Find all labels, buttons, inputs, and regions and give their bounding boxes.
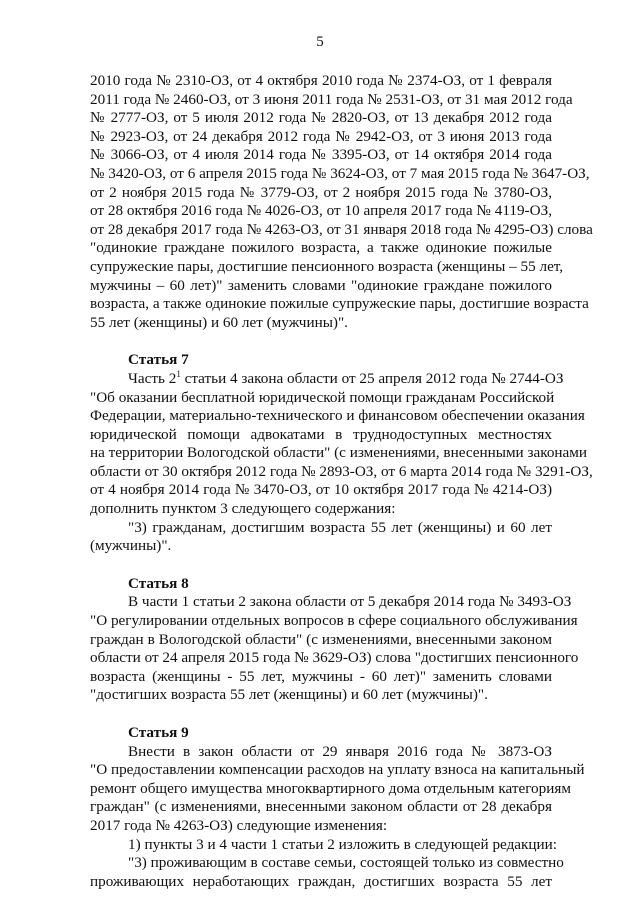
- paragraph-line: "О регулировании отдельных вопросов в сфере социального обслуживания: [90, 612, 578, 630]
- paragraph-line: Внести в закон области от 29 января 2016 года № 3873-ОЗ: [128, 742, 552, 760]
- paragraph-line: ремонт общего имущества многоквартирного дома отдельным категориям: [90, 779, 571, 797]
- paragraph-line: № 2923-ОЗ, от 24 декабря 2012 года № 2942-ОЗ, от 3 июня 2013 года: [90, 127, 552, 145]
- spacer: [90, 705, 552, 724]
- paragraph-line: от 28 октября 2016 года № 4026-ОЗ, от 10 апреля 2017 года № 4119-ОЗ,: [90, 202, 552, 220]
- document-body: [90, 72, 593, 891]
- paragraph-line: Федерации, материально-технического и финансовом обеспечении оказания: [90, 407, 585, 425]
- paragraph-line: области от 24 апреля 2015 года № 3629-ОЗ) слова "достигших пенсионного: [90, 649, 579, 667]
- paragraph-line: возраста (женщины - 55 лет, мужчины - 60 лет)" заменить словами: [90, 667, 552, 685]
- paragraph-line: от 2 ноября 2015 года № 3779-ОЗ, от 2 ноября 2015 года № 3780-ОЗ,: [90, 183, 552, 201]
- paragraph-line: дополнить пунктом 3 следующего содержания:: [90, 500, 396, 518]
- quote-line: проживающих неработающих граждан, достигших возраста 55 лет: [90, 872, 552, 890]
- superscript: 1: [176, 368, 181, 379]
- paragraph-line: № 3066-ОЗ, от 4 июля 2014 года № 3395-ОЗ, от 14 октября 2014 года: [90, 146, 552, 164]
- paragraph-line: В части 1 статьи 2 закона области от 5 декабря 2014 года № 3493-ОЗ: [128, 593, 572, 611]
- text-fragment: Часть 2: [128, 369, 177, 387]
- paragraph-line: возраста, а также одинокие пожилые супружеские пары, достигшие возраста: [90, 295, 589, 313]
- paragraph-line: от 4 ноября 2014 года № 3470-ОЗ, от 10 октября 2017 года № 4214-ОЗ): [90, 481, 552, 499]
- paragraph-line: "достигших возраста 55 лет (женщины) и 60 лет (мужчины)".: [90, 686, 488, 704]
- quote-line: "3) проживающим в составе семьи, состоящей только из совместно: [128, 854, 564, 872]
- paragraph-line: "О предоставлении компенсации расходов на уплату взноса на капитальный: [90, 761, 585, 779]
- quote-line: "3) гражданам, достигшим возраста 55 лет (женщины) и 60 лет: [128, 518, 552, 536]
- article-heading: Статья 7: [128, 351, 189, 369]
- article-8: [90, 574, 579, 705]
- text-fragment: статьи 4 закона области от 25 апреля 2012 года № 2744-ОЗ: [180, 369, 564, 387]
- article-heading: Статья 9: [128, 724, 189, 741]
- list-item: 1) пункты 3 и 4 части 1 статьи 2 изложить в следующей редакции:: [128, 835, 558, 853]
- paragraph-line: области от 30 октября 2012 года № 2893-ОЗ, от 6 марта 2014 года № 3291-ОЗ,: [90, 462, 593, 480]
- paragraph-line: от 28 декабря 2017 года № 4263-ОЗ, от 31 января 2018 года № 4295-ОЗ) слова: [90, 220, 593, 238]
- paragraph-line: супружеские пары, достигшие пенсионного возраста (женщины – 55 лет,: [90, 257, 564, 275]
- quote-line: (мужчины)".: [90, 537, 172, 555]
- paragraph-line: юридической помощи адвокатами в труднодоступных местностях: [90, 425, 552, 443]
- paragraph-line: 2017 года № 4263-ОЗ) следующие изменения:: [90, 816, 388, 834]
- paragraph-line: граждан" (с изменениями, внесенными законом области от 28 декабря: [90, 798, 552, 816]
- spacer: [90, 332, 552, 351]
- paragraph-line: "Об оказании бесплатной юридической помощи гражданам Российской: [90, 388, 555, 406]
- article-9: [90, 724, 585, 891]
- paragraph-line: "одинокие граждане пожилого возраста, а также одинокие пожилые: [90, 239, 552, 257]
- paragraph-line: 2010 года № 2310-ОЗ, от 4 октября 2010 года № 2374-ОЗ, от 1 февраля: [90, 72, 552, 89]
- paragraph-line: на территории Вологодской области" (с изменениями, внесенными законами: [90, 444, 588, 462]
- paragraph-line: [90, 368, 564, 389]
- article-heading: Статья 8: [128, 574, 189, 592]
- paragraph-line: 55 лет (женщины) и 60 лет (мужчины)".: [90, 313, 348, 331]
- paragraph-line: граждан в Вологодской области" (с изменениями, внесенными законом: [90, 630, 552, 648]
- article-7: [90, 351, 593, 556]
- spacer: [90, 556, 552, 575]
- paragraph-line: № 2777-ОЗ, от 5 июля 2012 года № 2820-ОЗ, от 13 декабря 2012 года: [90, 109, 552, 127]
- intro-paragraph: [90, 72, 593, 332]
- page-number: 5: [316, 34, 324, 50]
- paragraph-line: 2011 года № 2460-ОЗ, от 3 июня 2011 года № 2531-ОЗ, от 31 мая 2012 года: [90, 90, 573, 108]
- paragraph-line: мужчины – 60 лет)" заменить словами "одинокие граждане пожилого: [90, 276, 552, 294]
- paragraph-line: № 3420-ОЗ, от 6 апреля 2015 года № 3624-ОЗ, от 7 мая 2015 года № 3647-ОЗ,: [90, 164, 590, 182]
